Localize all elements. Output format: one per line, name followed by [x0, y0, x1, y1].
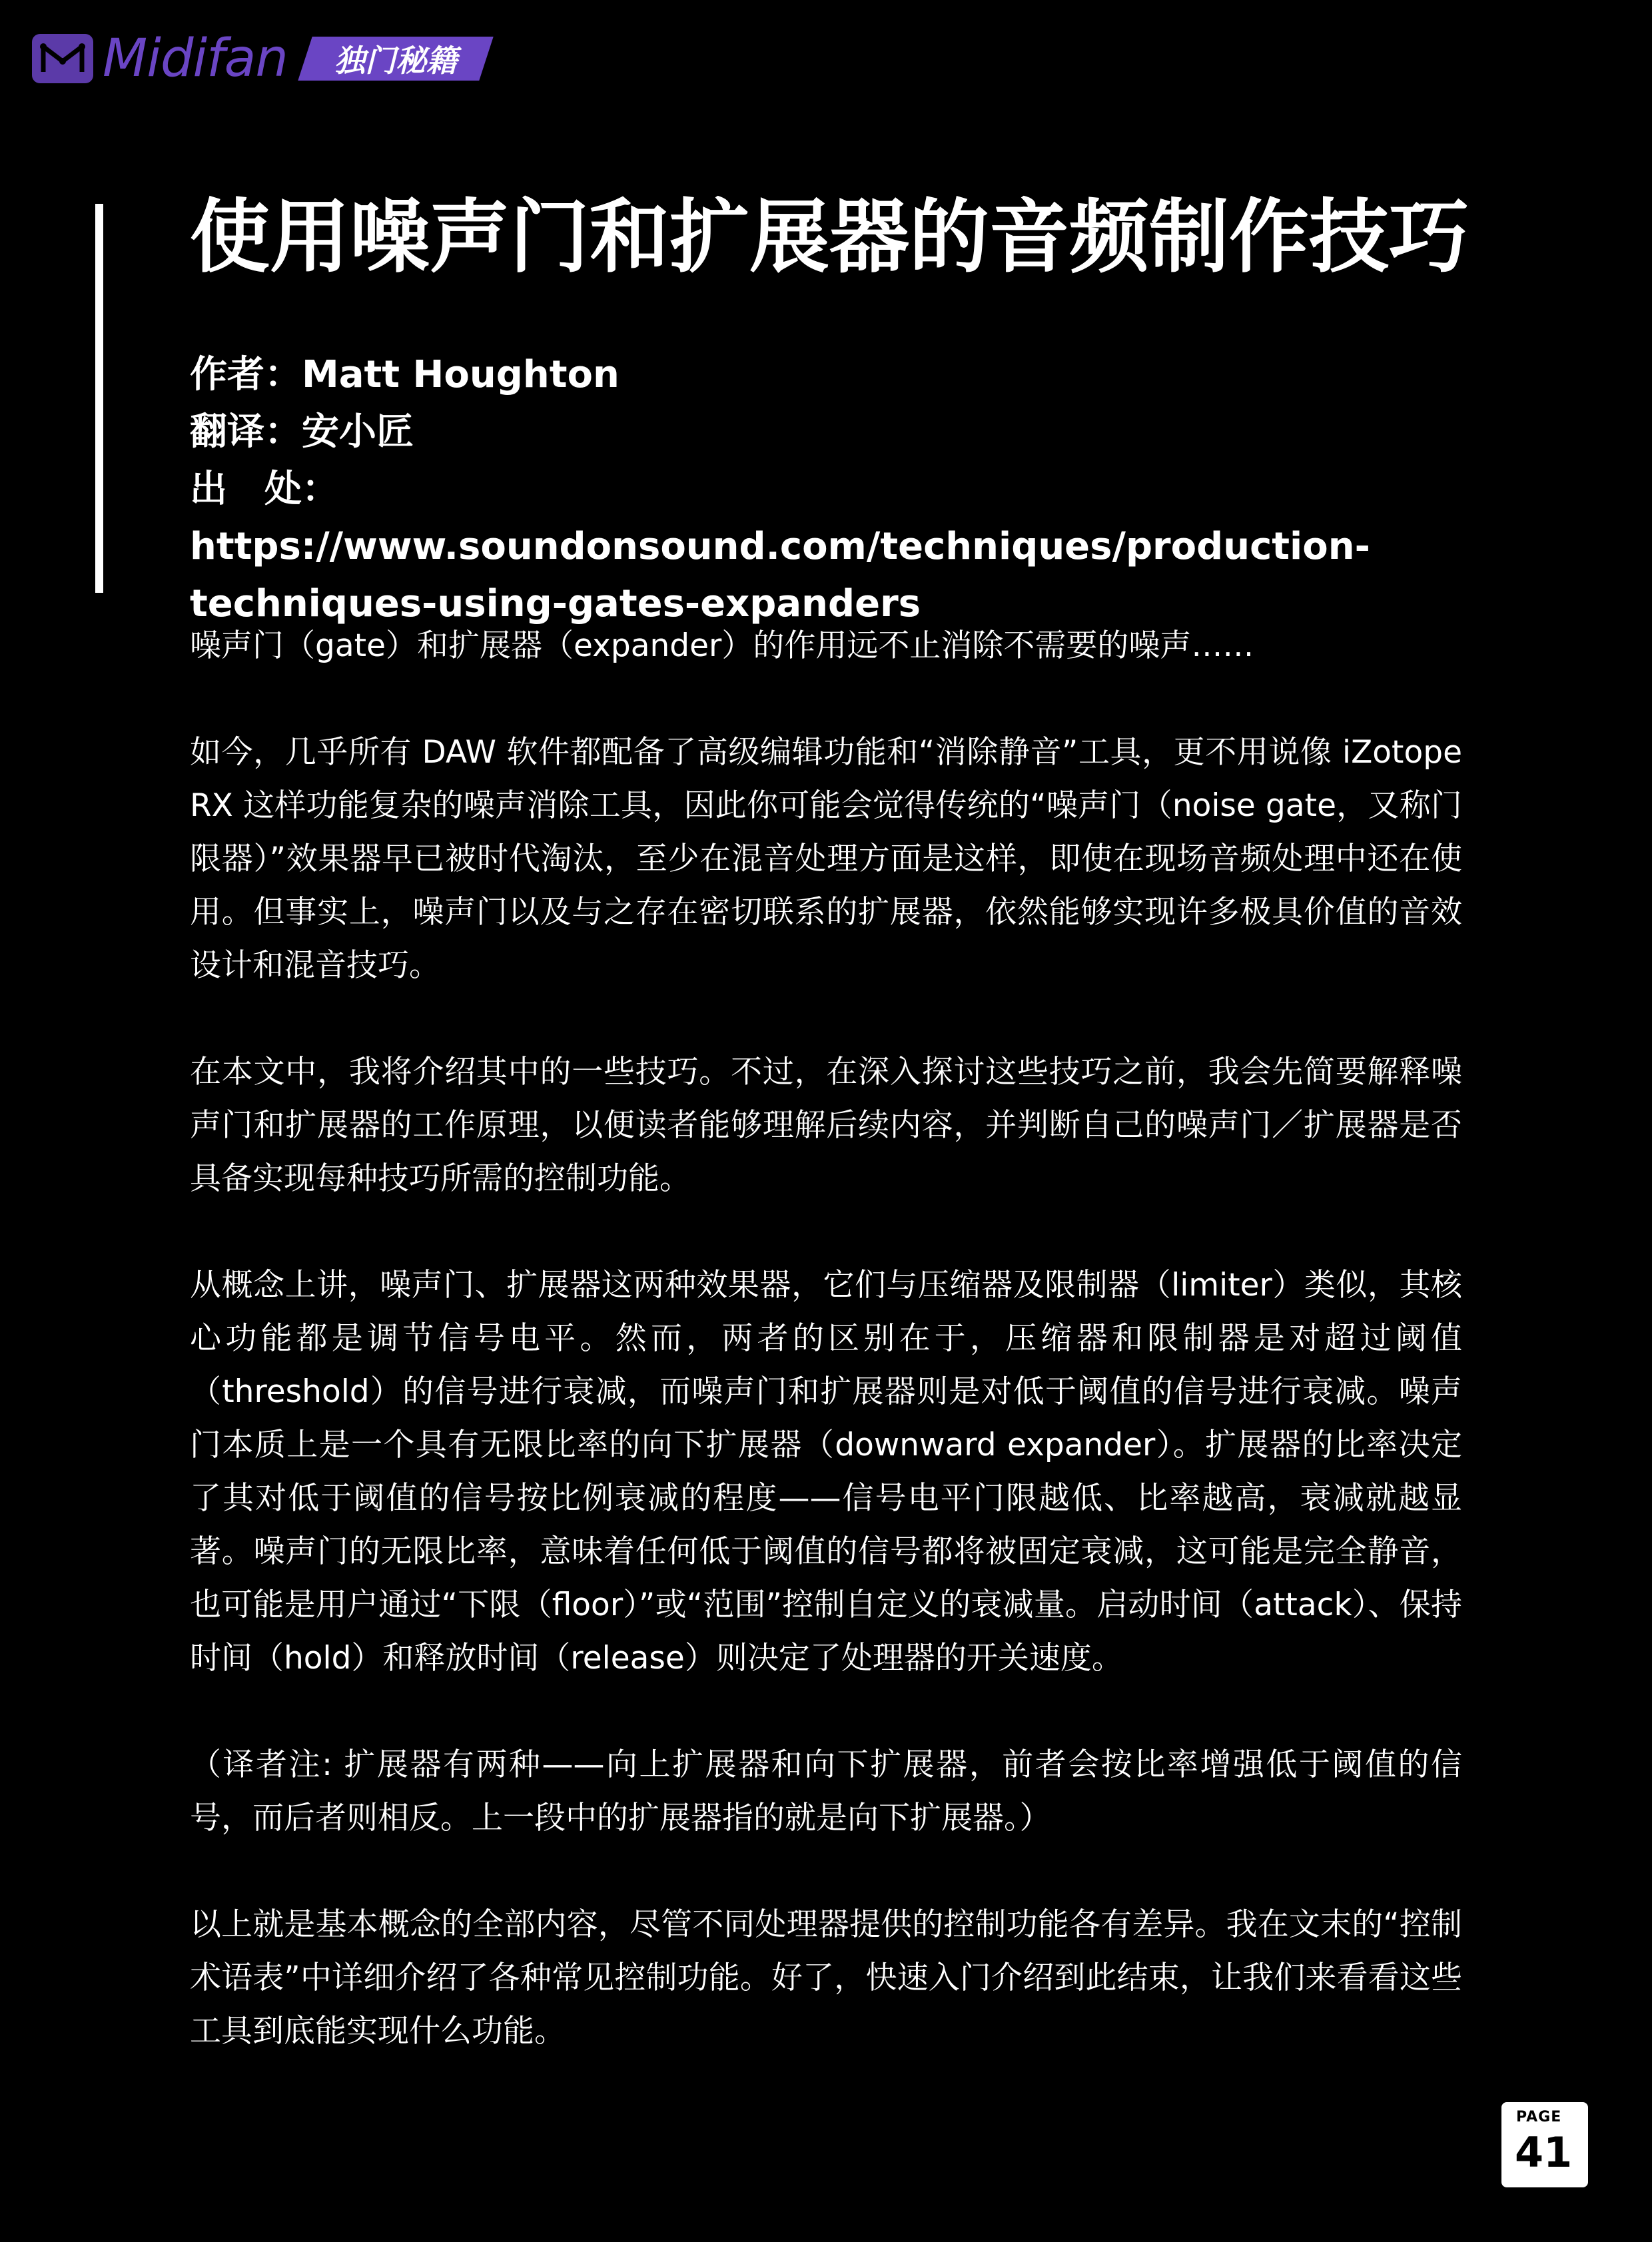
- paragraph: 从概念上讲，噪声门、扩展器这两种效果器，它们与压缩器及限制器（limiter）类似，其核心功能都是调节信号电平。然而，两者的区别在于，压缩器和限制器是对超过阈值（threshold）的信号进行衰减，而噪声门和扩展器则是对低于阈值的信号进行衰减。噪声门本质上是一个具有无限比率的向下扩展器（downward expander）。扩展器的比率决定了其对低于阈值的信号按比例衰减的程度——信号电平门限越低、比率越高，衰减就越显著。噪声门的无限比率，意味着任何低于阈值的信号都将被固定衰减，这可能是完全静音，也可能是用户通过“下限（floor）”或“范围”控制自定义的衰减量。启动时间（attack）、保持时间（hold）和释放时间（release）则决定了处理器的开关速度。: [190, 1267, 1462, 1677]
- logo-glyph-icon: [39, 41, 86, 76]
- source-line-continued: techniques-using-gates-expanders: [190, 582, 921, 625]
- brand-header: [32, 29, 486, 88]
- author-line: 作者：Matt Houghton: [190, 353, 620, 396]
- section-tag-label: 独门秘籍: [334, 43, 457, 79]
- midifan-logo-icon: [32, 34, 93, 83]
- paragraph: 在本文中，我将介绍其中的一些技巧。不过，在深入探讨这些技巧之前，我会先简要解释噪声门和扩展器的工作原理，以便读者能够理解后续内容，并判断自己的噪声门／扩展器是否具备实现每种技巧所需的控制功能。: [190, 1054, 1462, 1197]
- paragraph: 以上就是基本概念的全部内容，尽管不同处理器提供的控制功能各有差异。我在文末的“控制术语表”中详细介绍了各种常见控制功能。好了，快速入门介绍到此结束，让我们来看看这些工具到底能实现什么功能。: [190, 1906, 1462, 2050]
- page-number: 41: [1515, 2128, 1573, 2177]
- section-tag: [298, 37, 493, 81]
- translator-line: 翻译：安小匠: [190, 410, 414, 454]
- paragraph-lede: 噪声门（gate）和扩展器（expander）的作用远不止消除不需要的噪声……: [190, 627, 1254, 664]
- title-accent-bar: [95, 204, 103, 593]
- brand-name: Midifan: [103, 29, 288, 89]
- article-meta: [190, 346, 1469, 633]
- paragraph: 如今，几乎所有 DAW 软件都配备了高级编辑功能和“消除静音”工具，更不用说像 iZotope RX 这样功能复杂的噪声消除工具，因此你可能会觉得传统的“噪声门（noise gate，又称门限器）”效果器早已被时代淘汰，至少在混音处理方面是这样，即使在现场音频处理中还在使用。但事实上，噪声门以及与之存在密切联系的扩展器，依然能够实现许多极具价值的音效设计和混音技巧。: [190, 734, 1462, 984]
- translator-note: （译者注: 扩展器有两种——向上扩展器和向下扩展器，前者会按比率增强低于阈值的信号，而后者则相反。上一段中的扩展器指的就是向下扩展器。）: [190, 1746, 1462, 1836]
- page-number-badge: [1501, 2102, 1588, 2187]
- article-title: 使用噪声门和扩展器的音频制作技巧: [190, 191, 1469, 284]
- article-body: [190, 619, 1462, 2111]
- source-line: 出 处：https://www.soundonsound.com/techniques/production-: [190, 468, 1370, 568]
- page-label: PAGE: [1516, 2109, 1562, 2125]
